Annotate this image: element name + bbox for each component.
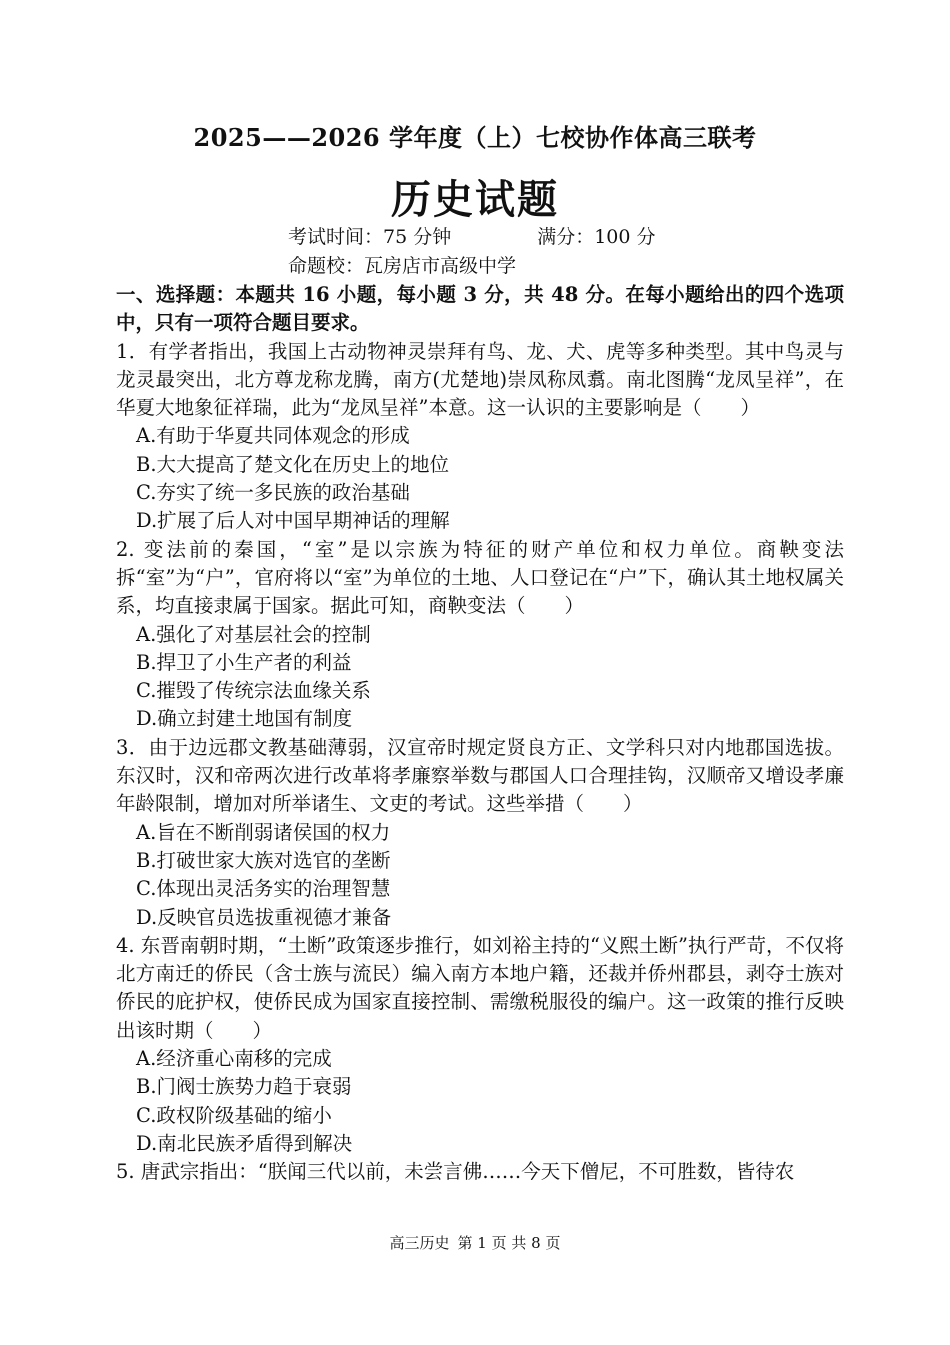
question-2: [116, 536, 844, 734]
option-a: A.经济重心南移的完成: [136, 1047, 332, 1071]
exam-time: 考试时间：75 分钟: [288, 226, 452, 248]
footer-page-info: 第 1 页 共 8 页: [457, 1234, 561, 1252]
option-c: C.摧毁了传统宗法血缘关系: [136, 679, 371, 703]
option-d: D.扩展了后人对中国早期神话的理解: [136, 509, 450, 533]
option-b: B.捍卫了小生产者的利益: [136, 650, 352, 674]
exam-meta: [288, 222, 656, 249]
option-c: C.体现出灵活务实的治理智慧: [136, 877, 391, 901]
option-d: D.南北民族矛盾得到解决: [136, 1131, 353, 1155]
question-3: [116, 734, 844, 932]
option-b: B.门阀士族势力趋于衰弱: [136, 1075, 352, 1099]
question-stem: 5. 唐武宗指出：“朕闻三代以前，未尝言佛……今天下僧尼，不可胜数，皆待农: [116, 1160, 795, 1184]
option-a: A.强化了对基层社会的控制: [136, 622, 371, 646]
option-d: D.确立封建土地国有制度: [136, 707, 353, 731]
option-a: A.有助于华夏共同体观念的形成: [136, 424, 410, 448]
subject-title: 历史试题: [391, 176, 559, 223]
option-b: B.大大提高了楚文化在历史上的地位: [136, 452, 450, 476]
option-d: D.反映官员选拔重视德才兼备: [136, 905, 392, 929]
exam-header-title: 2025——2026 学年度（上）七校协作体高三联考: [193, 123, 757, 152]
question-stem: 1．有学者指出，我国上古动物神灵崇拜有鸟、龙、犬、虎等多种类型。其中鸟灵与龙灵最突出，北方尊龙称龙腾，南方(尤楚地)崇凤称凤翥。南北图腾“龙凤呈祥”，在华夏大地象征祥瑞，此为“龙凤呈祥”本意。这一认识的主要影响是（ ）: [116, 339, 844, 420]
page-footer: [0, 1232, 950, 1253]
question-4: [116, 932, 844, 1158]
question-content: [116, 281, 844, 1187]
question-stem: 2. 变法前的秦国，“室”是以宗族为特征的财产单位和权力单位。商鞅变法拆“室”为“户”，官府将以“室”为单位的土地、人口登记在“户”下，确认其土地权属关系，均直接隶属于国家。据此可知，商鞅变法（ ）: [116, 537, 844, 618]
question-stem: 4. 东晋南朝时期，“土断”政策逐步推行，如刘裕主持的“义熙土断”执行严苛，不仅将北方南迁的侨民（含士族与流民）编入南方本地户籍，还裁并侨州郡县，剥夺士族对侨民的庇护权，使侨民成为国家直接控制、需缴税服役的编户。这一政策的推行反映出该时期（ ）: [116, 933, 844, 1042]
option-b: B.打破世家大族对选官的垄断: [136, 848, 391, 872]
setter-school: 命题校：瓦房店市高级中学: [288, 255, 517, 277]
option-c: C.夯实了统一多民族的政治基础: [136, 481, 410, 505]
footer-subject: 高三历史: [389, 1234, 450, 1252]
question-stem: 3．由于边远郡文教基础薄弱，汉宣帝时规定贤良方正、文学科只对内地郡国选拔。东汉时，汉和帝两次进行改革将孝廉察举数与郡国人口合理挂钩，汉顺帝又增设孝廉年龄限制，增加对所举诸生、文吏的考试。这些举措（ ）: [116, 735, 844, 816]
question-5: [116, 1158, 844, 1186]
full-score: 满分：100 分: [537, 226, 656, 248]
option-a: A.旨在不断削弱诸侯国的权力: [136, 820, 391, 844]
question-1: [116, 338, 844, 536]
option-c: C.政权阶级基础的缩小: [136, 1103, 332, 1127]
section-heading: 一、选择题：本题共 16 小题，每小题 3 分，共 48 分。在每小题给出的四个选项中，只有一项符合题目要求。: [116, 283, 844, 335]
